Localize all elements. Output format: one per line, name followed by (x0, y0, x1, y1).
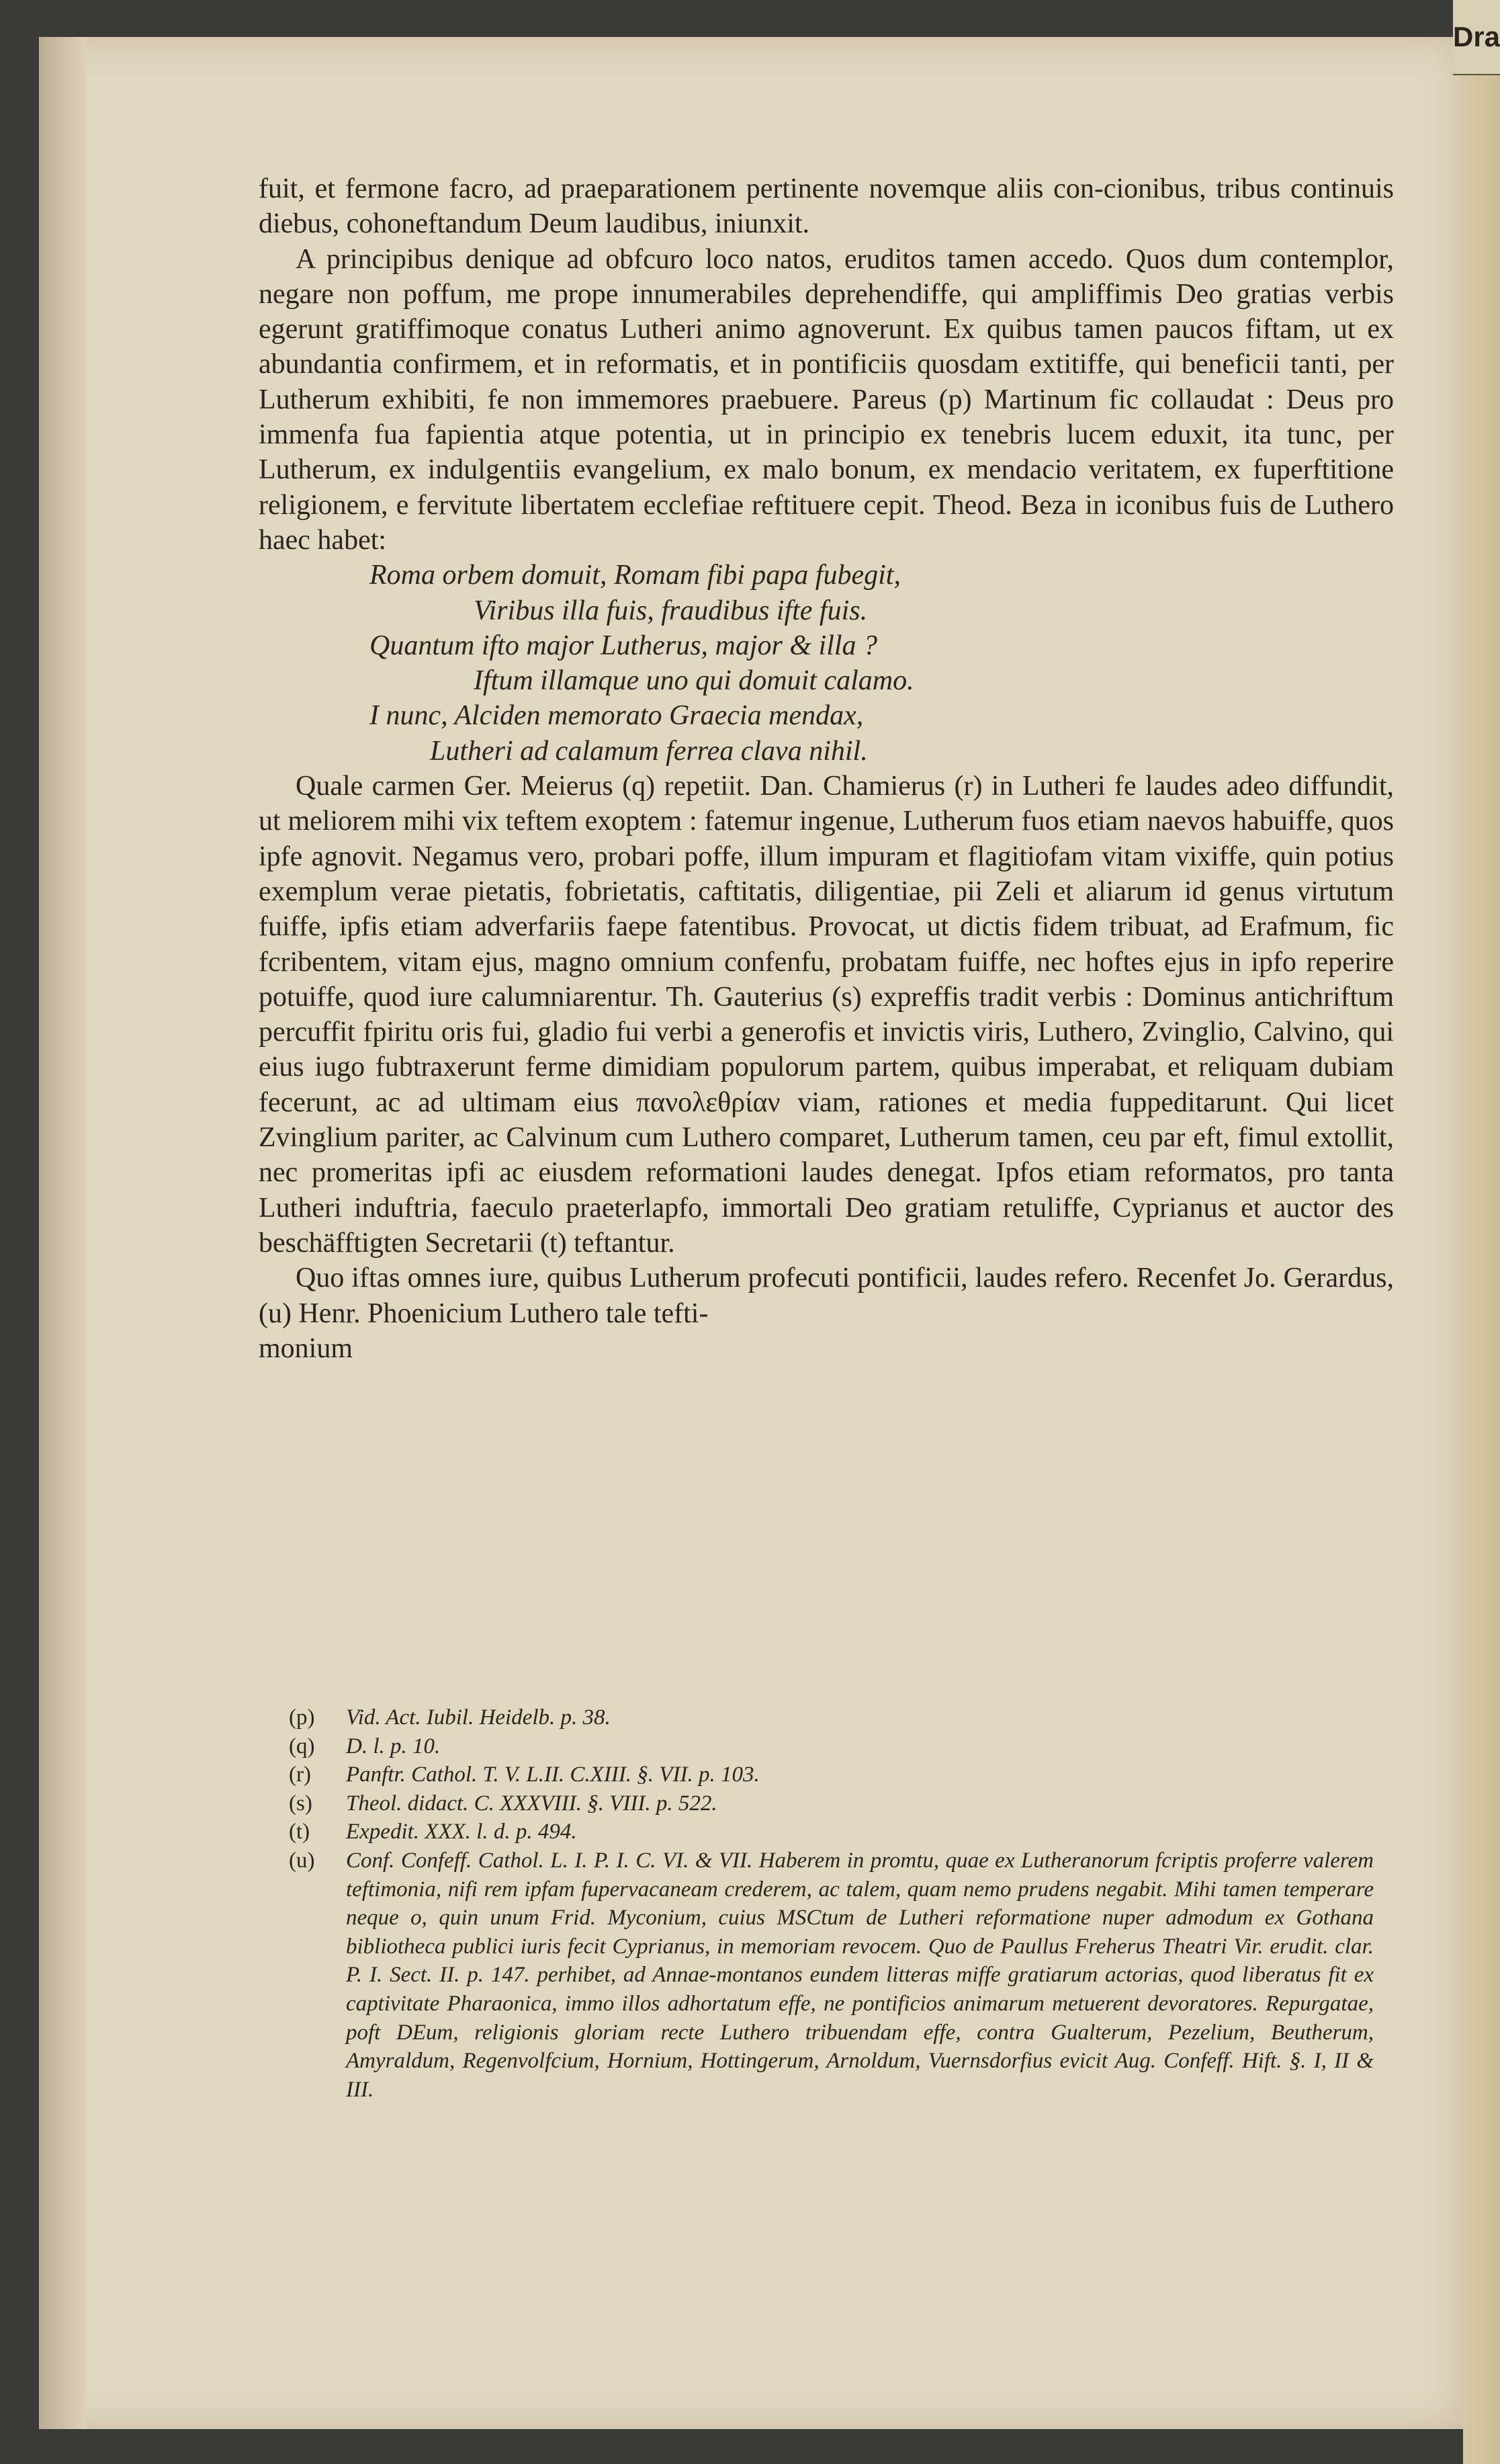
poem-line: Roma orbem domuit, Romam fibi papa fubegit, (369, 560, 901, 591)
footnote (289, 1846, 1374, 2104)
catchword: monium (259, 1332, 353, 1364)
footnote-text: Expedit. XXX. l. d. p. 494. (346, 1820, 577, 1844)
footnote-text: Panftr. Cathol. T. V. L.II. C.XIII. §. VII. p. 103. (346, 1762, 760, 1787)
footnote (289, 1732, 1374, 1761)
paragraph: fuit, et fermone facro, ad praeparationem pertinente novemque aliis con-cionibus, tribus continuis diebus, cohoneftandum Deum laudibus, iniunxit. (259, 173, 1394, 240)
footnote-mark: (u) (289, 1848, 315, 1873)
footnote (289, 1703, 1374, 1732)
paragraph: A principibus denique ad obfcuro loco natos, eruditos tamen accedo. Quos dum contemplor, negare non poffum, me prope innumerabiles deprehendiffe, qui ampliffimis Deo gratias verbis egerunt gratiffimoque conatus Lutheri animo agnoverunt. Ex quibus tamen paucos fiftam, ut ex abundantia confirmem, et in reformatis, et in pontificiis quosdam extitiffe, qui beneficii tanti, per Lutherum exhibiti, fe non immemores praebuere. Pareus (p) Martinum fic collaudat : Deus pro immenfa fua fapientia atque potentia, ut in principio ex tenebris lucem eduxit, ita tunc, per Lutherum, ex indulgentiis evangelium, ex malo bonum, ex mendacio veritatem, ex fuperftitione religionem, e fervitute libertatem ecclefiae reftituere cepit. Theod. Beza in iconibus fuis de Luthero haec habet: (259, 243, 1394, 556)
footnote (289, 1789, 1374, 1818)
footnotes (289, 1703, 1374, 2104)
main-text (259, 171, 1394, 1366)
footnote-mark: (p) (289, 1705, 315, 1730)
poem-line: Lutheri ad calamum ferrea clava nihil. (430, 735, 868, 767)
footnote-text: Theol. didact. C. XXXVIII. §. VIII. p. 522. (346, 1791, 717, 1816)
poem-line: I nunc, Alciden memorato Graecia mendax, (369, 700, 864, 732)
poem-line: Viribus illa fuis, fraudibus ifte fuis. (474, 595, 868, 626)
footnote (289, 1818, 1374, 1846)
page-gutter (39, 37, 86, 2429)
paragraph: Quo iftas omnes iure, quibus Lutherum profecuti pontificii, laudes refero. Recenfet Jo. Gerardus, (u) Henr. Phoenicium Luthero tale tefti- (259, 1263, 1394, 1329)
footnote-mark: (q) (289, 1734, 315, 1758)
footnote-text: Conf. Confeff. Cathol. L. I. P. I. C. VI. & VII. Haberem in promtu, quae ex Lutheranorum fcriptis proferre valerem teftimonia, nifi rem ipfam fupervacaneam crederem, ac talem, quam nemo prudens negabit. Mihi tamen temperare neque o, quin unum Frid. Myconium, cuius MSCtum de Lutheri reformatione nuper admodum ex Gothana bibliotheca publici iuris fecit Cyprianus, in memoriam revocem. Quo de Paullus Freherus Theatri Vir. erudit. clar. P. I. Sect. II. p. 147. perhibet, ad Annae-montanos eundem litteras miffe gratiarum actorias, quod liberatus fit ex captivitate Pharaonica, immo illos adhortatum effe, ne pontificios animarum metuerent devoratores. Repurgatae, poft DEum, religionis gloriam recte Luthero tribuendam effe, contra Gualterum, Pezelium, Beutherum, Amyraldum, Regenvolfcium, Hornium, Hottingerum, Arnoldum, Vuernsdorfius evicit Aug. Confeff. Hift. §. I, II & III. (346, 1848, 1374, 2102)
footnote-text: Vid. Act. Iubil. Heidelb. p. 38. (346, 1705, 611, 1730)
poem (259, 558, 1394, 769)
footnote-mark: (s) (289, 1791, 312, 1816)
footnote-mark: (r) (289, 1762, 311, 1787)
footnote-mark: (t) (289, 1820, 310, 1844)
footnote (289, 1760, 1374, 1789)
page-tab: Dra (1453, 0, 1500, 75)
poem-line: Iftum illamque uno qui domuit calamo. (474, 665, 914, 697)
footnote-text: D. l. p. 10. (346, 1734, 441, 1758)
poem-line: Quantum ifto major Lutherus, major & illa ? (369, 630, 878, 661)
next-page-edge (1463, 0, 1500, 2464)
paragraph: Quale carmen Ger. Meierus (q) repetiit. Dan. Chamierus (r) in Lutheri fe laudes adeo diffundit, ut meliorem mihi vix teftem exoptem : fatemur ingenue, Lutherum fuos etiam naevos habuiffe, quos ipfe agnovit. Negamus vero, probari poffe, illum impuram et flagitiofam vitam vixiffe, quin potius exemplum verae pietatis, fobrietatis, caftitatis, diligentiae, pii Zeli et aliarum id genus virtutum fuiffe, ipfis etiam adverfariis faepe fatentibus. Provocat, ut dictis fidem tribuat, ad Erafmum, fic fcribentem, vitam ejus, magno omnium confenfu, probatam fuiffe, nec hoftes ejus in ipfo reperire potuiffe, quod iure calumniarentur. Th. Gauterius (s) expreffis tradit verbis : Dominus antichriftum percuffit fpiritu oris fui, gladio fui verbi a generofis et invictis viris, Luthero, Zvinglio, Calvino, qui eius iugo fubtraxerunt ferme dimidiam populorum partem, quibus imperabat, et reliquam dubiam fecerunt, ac ad ultimam eius πανολεθρίαν viam, rationes et media fuppeditarunt. Qui licet Zvinglium pariter, ac Calvinum cum Luthero comparet, Lutherum tamen, ceu par eft, fimul extollit, nec promeritas ipfi ac eiusdem reformationi laudes denegat. Ipfos etiam reformatos, pro tanta Lutheri induftria, faeculo praeterlapfo, immortali Deo gratiam retuliffe, Cyprianus et auctor des beschäfftigten Secretarii (t) teftantur. (259, 771, 1394, 1259)
